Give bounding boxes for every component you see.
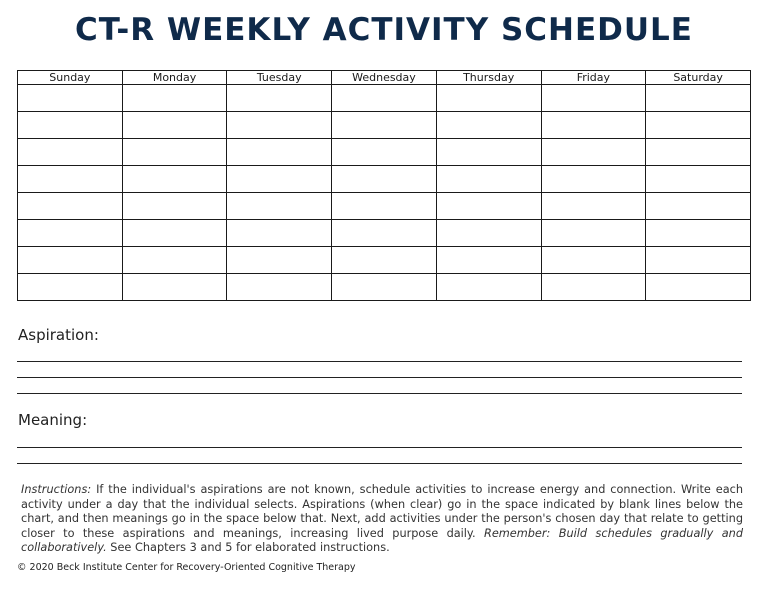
- schedule-cell-monday[interactable]: [122, 112, 227, 139]
- schedule-cell-sunday[interactable]: [18, 274, 123, 301]
- schedule-cell-friday[interactable]: [541, 139, 646, 166]
- schedule-cell-thursday[interactable]: [436, 166, 541, 193]
- schedule-cell-tuesday[interactable]: [227, 220, 332, 247]
- weekly-schedule-table: [17, 70, 751, 301]
- schedule-cell-friday[interactable]: [541, 112, 646, 139]
- schedule-cell-monday[interactable]: [122, 139, 227, 166]
- instructions-text: [21, 483, 743, 556]
- schedule-cell-monday[interactable]: [122, 166, 227, 193]
- schedule-cell-wednesday[interactable]: [332, 193, 437, 220]
- schedule-row: [18, 139, 751, 166]
- schedule-cell-saturday[interactable]: [646, 193, 751, 220]
- aspiration-line[interactable]: [17, 361, 742, 362]
- schedule-cell-thursday[interactable]: [436, 247, 541, 274]
- day-header-friday: Friday: [541, 71, 646, 85]
- schedule-cell-friday[interactable]: [541, 247, 646, 274]
- schedule-cell-thursday[interactable]: [436, 85, 541, 112]
- schedule-cell-tuesday[interactable]: [227, 166, 332, 193]
- schedule-cell-thursday[interactable]: [436, 112, 541, 139]
- schedule-cell-sunday[interactable]: [18, 85, 123, 112]
- meaning-label: Meaning:: [18, 411, 88, 429]
- schedule-cell-tuesday[interactable]: [227, 193, 332, 220]
- schedule-cell-tuesday[interactable]: [227, 139, 332, 166]
- schedule-cell-saturday[interactable]: [646, 85, 751, 112]
- copyright-notice: © 2020 Beck Institute Center for Recovery-Oriented Cognitive Therapy: [17, 562, 356, 573]
- schedule-cell-tuesday[interactable]: [227, 274, 332, 301]
- schedule-row: [18, 247, 751, 274]
- schedule-cell-friday[interactable]: [541, 85, 646, 112]
- schedule-cell-saturday[interactable]: [646, 247, 751, 274]
- schedule-cell-wednesday[interactable]: [332, 139, 437, 166]
- day-header-monday: Monday: [122, 71, 227, 85]
- aspiration-line[interactable]: [17, 393, 742, 394]
- schedule-cell-tuesday[interactable]: [227, 247, 332, 274]
- schedule-cell-sunday[interactable]: [18, 220, 123, 247]
- schedule-cell-saturday[interactable]: [646, 274, 751, 301]
- day-header-wednesday: Wednesday: [332, 71, 437, 85]
- schedule-cell-tuesday[interactable]: [227, 112, 332, 139]
- schedule-cell-sunday[interactable]: [18, 247, 123, 274]
- schedule-cell-wednesday[interactable]: [332, 220, 437, 247]
- page-title: CT-R WEEKLY ACTIVITY SCHEDULE: [75, 12, 693, 48]
- schedule-cell-friday[interactable]: [541, 220, 646, 247]
- day-header-tuesday: Tuesday: [227, 71, 332, 85]
- instructions-label: Instructions:: [21, 483, 92, 496]
- schedule-row: [18, 112, 751, 139]
- schedule-cell-friday[interactable]: [541, 166, 646, 193]
- schedule-cell-thursday[interactable]: [436, 139, 541, 166]
- schedule-cell-saturday[interactable]: [646, 112, 751, 139]
- schedule-cell-friday[interactable]: [541, 193, 646, 220]
- schedule-cell-wednesday[interactable]: [332, 85, 437, 112]
- aspiration-line[interactable]: [17, 377, 742, 378]
- schedule-cell-thursday[interactable]: [436, 193, 541, 220]
- schedule-cell-saturday[interactable]: [646, 166, 751, 193]
- day-header-row: [18, 71, 751, 85]
- schedule-cell-sunday[interactable]: [18, 139, 123, 166]
- schedule-row: [18, 166, 751, 193]
- instructions-body: If the individual's aspirations are not known, schedule activities to increase energy and connection. Write each activity under a day that the individual selects. Aspirations (when clear) go in the space indicated by blank lines below the chart, and then meanings go in the space below that. Next, add activities under the person's chosen day that relate to getting closer to these aspirations and meanings, increasing lived purpose daily.: [21, 483, 743, 540]
- schedule-row: [18, 85, 751, 112]
- schedule-cell-sunday[interactable]: [18, 112, 123, 139]
- schedule-cell-saturday[interactable]: [646, 220, 751, 247]
- schedule-cell-wednesday[interactable]: [332, 274, 437, 301]
- schedule-cell-sunday[interactable]: [18, 193, 123, 220]
- meaning-line[interactable]: [17, 463, 742, 464]
- day-header-sunday: Sunday: [18, 71, 123, 85]
- schedule-cell-saturday[interactable]: [646, 139, 751, 166]
- instructions-remember: Remember: Build schedules gradually and collaboratively.: [21, 526, 743, 554]
- day-header-thursday: Thursday: [436, 71, 541, 85]
- schedule-cell-friday[interactable]: [541, 274, 646, 301]
- schedule-cell-thursday[interactable]: [436, 220, 541, 247]
- aspiration-label: Aspiration:: [18, 326, 99, 344]
- schedule-cell-monday[interactable]: [122, 85, 227, 112]
- schedule-cell-tuesday[interactable]: [227, 85, 332, 112]
- schedule-cell-monday[interactable]: [122, 274, 227, 301]
- schedule-row: [18, 193, 751, 220]
- schedule-row: [18, 220, 751, 247]
- schedule-cell-monday[interactable]: [122, 220, 227, 247]
- meaning-line[interactable]: [17, 447, 742, 448]
- schedule-cell-wednesday[interactable]: [332, 247, 437, 274]
- schedule-cell-sunday[interactable]: [18, 166, 123, 193]
- day-header-saturday: Saturday: [646, 71, 751, 85]
- schedule-cell-thursday[interactable]: [436, 274, 541, 301]
- schedule-cell-wednesday[interactable]: [332, 166, 437, 193]
- schedule-cell-monday[interactable]: [122, 247, 227, 274]
- schedule-row: [18, 274, 751, 301]
- schedule-cell-wednesday[interactable]: [332, 112, 437, 139]
- schedule-cell-monday[interactable]: [122, 193, 227, 220]
- instructions-tail: See Chapters 3 and 5 for elaborated instructions.: [106, 541, 390, 554]
